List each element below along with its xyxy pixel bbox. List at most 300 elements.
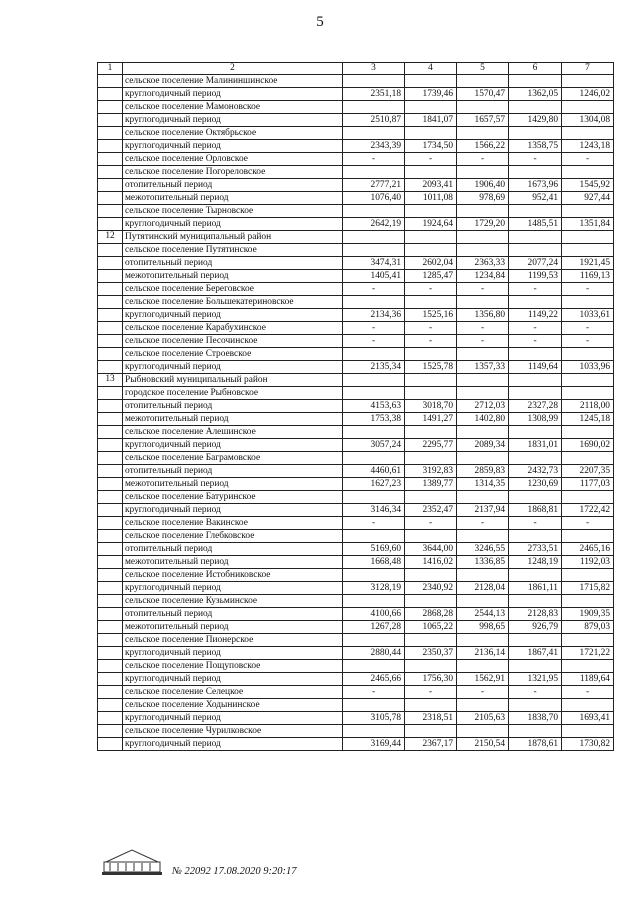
value-cell: 1177,03	[562, 478, 614, 491]
value-cell	[509, 530, 562, 543]
value-cell	[509, 452, 562, 465]
value-cell: 2363,33	[457, 257, 509, 270]
value-cell: 952,41	[509, 192, 562, 205]
table-row	[98, 322, 614, 335]
row-label-cell: сельское поселение Октябрьское	[123, 127, 343, 140]
row-label-cell: отопительный период	[123, 179, 343, 192]
value-cell: -	[562, 153, 614, 166]
value-cell: 1721,22	[562, 647, 614, 660]
value-cell: 4153,63	[343, 400, 405, 413]
value-cell: -	[562, 283, 614, 296]
value-cell	[343, 296, 405, 309]
value-cell: 2777,21	[343, 179, 405, 192]
table-row	[98, 673, 614, 686]
table-row	[98, 569, 614, 582]
value-cell	[457, 426, 509, 439]
column-header: 4	[405, 63, 457, 75]
table-row	[98, 127, 614, 140]
value-cell: -	[405, 517, 457, 530]
value-cell: 1389,77	[405, 478, 457, 491]
value-cell	[343, 569, 405, 582]
row-label-cell: сельское поселение Путятинское	[123, 244, 343, 257]
value-cell	[562, 569, 614, 582]
value-cell: 3192,83	[405, 465, 457, 478]
table-row	[98, 140, 614, 153]
value-cell: -	[457, 517, 509, 530]
value-cell	[405, 530, 457, 543]
value-cell	[562, 491, 614, 504]
table-row	[98, 101, 614, 114]
column-header: 1	[98, 63, 123, 75]
value-cell: 1627,23	[343, 478, 405, 491]
value-cell: -	[509, 517, 562, 530]
value-cell	[457, 127, 509, 140]
table-row	[98, 205, 614, 218]
value-cell	[509, 569, 562, 582]
row-number-cell	[98, 153, 123, 166]
value-cell: -	[562, 686, 614, 699]
row-label-cell: отопительный период	[123, 400, 343, 413]
value-cell: 3057,24	[343, 439, 405, 452]
value-cell: 3644,00	[405, 543, 457, 556]
value-cell: 2118,00	[562, 400, 614, 413]
value-cell	[405, 127, 457, 140]
table-row	[98, 270, 614, 283]
table-row	[98, 374, 614, 387]
row-label-cell: межотопительный период	[123, 556, 343, 569]
value-cell	[562, 75, 614, 88]
value-cell	[405, 75, 457, 88]
table-row	[98, 439, 614, 452]
value-cell: 1657,57	[457, 114, 509, 127]
value-cell	[457, 634, 509, 647]
column-header: 5	[457, 63, 509, 75]
value-cell: 2343,39	[343, 140, 405, 153]
row-number-cell	[98, 517, 123, 530]
value-cell: -	[343, 283, 405, 296]
value-cell: 2295,77	[405, 439, 457, 452]
value-cell	[509, 699, 562, 712]
value-cell	[562, 426, 614, 439]
value-cell: 1729,20	[457, 218, 509, 231]
row-label-cell: круглогодичный период	[123, 647, 343, 660]
value-cell	[343, 634, 405, 647]
value-cell: 1906,40	[457, 179, 509, 192]
value-cell: 1199,53	[509, 270, 562, 283]
column-header: 6	[509, 63, 562, 75]
row-number-cell	[98, 88, 123, 101]
value-cell: 3169,44	[343, 738, 405, 751]
value-cell: 1841,07	[405, 114, 457, 127]
value-cell	[343, 348, 405, 361]
value-cell: 1065,22	[405, 621, 457, 634]
value-cell	[343, 660, 405, 673]
value-cell	[343, 127, 405, 140]
table-row	[98, 699, 614, 712]
value-cell	[405, 374, 457, 387]
table-row	[98, 686, 614, 699]
value-cell: 1248,19	[509, 556, 562, 569]
row-number-cell	[98, 439, 123, 452]
row-number-cell	[98, 400, 123, 413]
value-cell: 3128,19	[343, 582, 405, 595]
value-cell: 1562,91	[457, 673, 509, 686]
value-cell: 2105,63	[457, 712, 509, 725]
value-cell: 3105,78	[343, 712, 405, 725]
value-cell: 2465,66	[343, 673, 405, 686]
value-cell: 1402,80	[457, 413, 509, 426]
value-cell: 1033,61	[562, 309, 614, 322]
row-number-cell	[98, 738, 123, 751]
value-cell	[343, 374, 405, 387]
value-cell	[509, 296, 562, 309]
value-cell	[457, 244, 509, 257]
value-cell: 2135,34	[343, 361, 405, 374]
value-cell: 2351,18	[343, 88, 405, 101]
table-row	[98, 712, 614, 725]
value-cell: 1739,46	[405, 88, 457, 101]
value-cell: 1308,99	[509, 413, 562, 426]
value-cell: 1668,48	[343, 556, 405, 569]
table-row	[98, 491, 614, 504]
value-cell	[562, 231, 614, 244]
value-cell: 1831,01	[509, 439, 562, 452]
table-row	[98, 556, 614, 569]
value-cell	[343, 426, 405, 439]
value-cell	[562, 244, 614, 257]
value-cell: -	[405, 335, 457, 348]
value-cell: 1693,41	[562, 712, 614, 725]
value-cell: 2089,34	[457, 439, 509, 452]
value-cell: 2327,28	[509, 400, 562, 413]
row-number-cell	[98, 296, 123, 309]
value-cell: 1730,82	[562, 738, 614, 751]
building-stamp-icon	[100, 846, 164, 876]
value-cell: -	[343, 686, 405, 699]
value-cell: 1491,27	[405, 413, 457, 426]
value-cell	[343, 595, 405, 608]
table-row	[98, 309, 614, 322]
value-cell: 2880,44	[343, 647, 405, 660]
value-cell	[457, 452, 509, 465]
value-cell: 1921,45	[562, 257, 614, 270]
row-number-cell	[98, 101, 123, 114]
row-label-cell: сельское поселение Строевское	[123, 348, 343, 361]
value-cell	[457, 491, 509, 504]
value-cell	[562, 374, 614, 387]
row-label-cell: сельское поселение Карабухинское	[123, 322, 343, 335]
value-cell: 1429,80	[509, 114, 562, 127]
value-cell: 2318,51	[405, 712, 457, 725]
row-number-cell	[98, 595, 123, 608]
row-number-cell	[98, 621, 123, 634]
row-label-cell: межотопительный период	[123, 621, 343, 634]
value-cell	[509, 101, 562, 114]
row-number-cell	[98, 283, 123, 296]
column-header: 7	[562, 63, 614, 75]
row-label-cell: сельское поселение Селецкое	[123, 686, 343, 699]
row-number-cell	[98, 452, 123, 465]
value-cell: -	[343, 153, 405, 166]
row-number-cell	[98, 647, 123, 660]
value-cell: -	[562, 517, 614, 530]
value-cell: 1861,11	[509, 582, 562, 595]
value-cell: 2340,92	[405, 582, 457, 595]
value-cell	[405, 348, 457, 361]
row-label-cell: сельское поселение Баграмовское	[123, 452, 343, 465]
table-row	[98, 660, 614, 673]
value-cell: -	[343, 335, 405, 348]
value-cell: -	[343, 517, 405, 530]
value-cell: -	[509, 335, 562, 348]
value-cell	[457, 166, 509, 179]
value-cell: 1033,96	[562, 361, 614, 374]
value-cell: 2465,16	[562, 543, 614, 556]
value-cell	[509, 75, 562, 88]
value-cell: 2128,83	[509, 608, 562, 621]
value-cell	[509, 634, 562, 647]
row-number-cell	[98, 582, 123, 595]
value-cell	[405, 634, 457, 647]
row-number-cell	[98, 192, 123, 205]
value-cell	[457, 530, 509, 543]
row-number-cell	[98, 413, 123, 426]
value-cell: 1756,30	[405, 673, 457, 686]
value-cell	[343, 244, 405, 257]
row-label-cell: круглогодичный период	[123, 673, 343, 686]
value-cell	[457, 699, 509, 712]
value-cell: 1673,96	[509, 179, 562, 192]
row-number-cell	[98, 478, 123, 491]
table-row	[98, 296, 614, 309]
value-cell: 3246,55	[457, 543, 509, 556]
value-cell: 978,69	[457, 192, 509, 205]
value-cell	[405, 595, 457, 608]
value-cell: 1234,84	[457, 270, 509, 283]
value-cell: 2544,13	[457, 608, 509, 621]
table-row	[98, 153, 614, 166]
row-label-cell: сельское поселение Ходынинское	[123, 699, 343, 712]
row-number-cell	[98, 348, 123, 361]
value-cell	[405, 452, 457, 465]
value-cell	[509, 725, 562, 738]
value-cell: 1356,80	[457, 309, 509, 322]
value-cell: 3146,34	[343, 504, 405, 517]
table-row	[98, 647, 614, 660]
value-cell	[457, 725, 509, 738]
table-row	[98, 738, 614, 751]
table-row	[98, 400, 614, 413]
value-cell	[509, 127, 562, 140]
row-number-cell: 12	[98, 231, 123, 244]
value-cell: 1868,81	[509, 504, 562, 517]
value-cell: 1867,41	[509, 647, 562, 660]
value-cell: -	[405, 322, 457, 335]
value-cell	[562, 205, 614, 218]
value-cell: 2510,87	[343, 114, 405, 127]
column-header: 2	[123, 63, 343, 75]
value-cell: 1336,85	[457, 556, 509, 569]
table-row	[98, 452, 614, 465]
value-cell	[405, 231, 457, 244]
row-label-cell: отопительный период	[123, 608, 343, 621]
value-cell: 2077,24	[509, 257, 562, 270]
value-cell: 1149,64	[509, 361, 562, 374]
table-row	[98, 478, 614, 491]
row-label-cell: отопительный период	[123, 465, 343, 478]
value-cell: 2350,37	[405, 647, 457, 660]
value-cell: 2868,28	[405, 608, 457, 621]
row-label-cell: сельское поселение Истобниковское	[123, 569, 343, 582]
row-number-cell	[98, 335, 123, 348]
table-row	[98, 231, 614, 244]
table-row	[98, 218, 614, 231]
value-cell: 1405,41	[343, 270, 405, 283]
row-number-cell	[98, 491, 123, 504]
row-label-cell: отопительный период	[123, 257, 343, 270]
value-cell: 1838,70	[509, 712, 562, 725]
footer	[100, 846, 520, 882]
value-cell: 1011,08	[405, 192, 457, 205]
row-label-cell: сельское поселение Орловское	[123, 153, 343, 166]
table-row	[98, 88, 614, 101]
table-row	[98, 166, 614, 179]
value-cell: 2207,35	[562, 465, 614, 478]
row-number-cell	[98, 179, 123, 192]
row-label-cell: сельское поселение Вакинское	[123, 517, 343, 530]
value-cell	[457, 231, 509, 244]
row-label-cell: круглогодичный период	[123, 140, 343, 153]
row-number-cell	[98, 504, 123, 517]
value-cell: -	[457, 335, 509, 348]
value-cell	[343, 387, 405, 400]
value-cell: 4100,66	[343, 608, 405, 621]
value-cell: 4460,61	[343, 465, 405, 478]
value-cell: 1351,84	[562, 218, 614, 231]
value-cell	[405, 660, 457, 673]
row-number-cell	[98, 127, 123, 140]
value-cell: 1357,33	[457, 361, 509, 374]
value-cell: 1545,92	[562, 179, 614, 192]
value-cell	[343, 101, 405, 114]
value-cell: -	[405, 686, 457, 699]
table-row	[98, 725, 614, 738]
value-cell: 1570,47	[457, 88, 509, 101]
table-body	[98, 75, 614, 751]
row-label-cell: сельское поселение Мамоновское	[123, 101, 343, 114]
value-cell	[343, 75, 405, 88]
document-registration-code: № 22092 17.08.2020 9:20:17	[172, 866, 297, 877]
value-cell	[562, 166, 614, 179]
row-label-cell: круглогодичный период	[123, 504, 343, 517]
table-row	[98, 517, 614, 530]
value-cell: -	[343, 322, 405, 335]
value-cell: 2733,51	[509, 543, 562, 556]
row-number-cell	[98, 75, 123, 88]
row-label-cell: сельское поселение Батуринское	[123, 491, 343, 504]
value-cell	[343, 452, 405, 465]
row-number-cell	[98, 712, 123, 725]
value-cell: 1285,47	[405, 270, 457, 283]
table-row	[98, 348, 614, 361]
value-cell	[343, 205, 405, 218]
value-cell: 1566,22	[457, 140, 509, 153]
row-number-cell	[98, 205, 123, 218]
value-cell: -	[509, 686, 562, 699]
value-cell: -	[457, 322, 509, 335]
value-cell	[509, 387, 562, 400]
value-cell: 2134,36	[343, 309, 405, 322]
value-cell	[405, 725, 457, 738]
row-label-cell: круглогодичный период	[123, 361, 343, 374]
row-label-cell: городское поселение Рыбновское	[123, 387, 343, 400]
value-cell	[562, 530, 614, 543]
value-cell	[509, 231, 562, 244]
table-row	[98, 530, 614, 543]
value-cell: -	[509, 153, 562, 166]
row-label-cell: отопительный период	[123, 543, 343, 556]
table-row	[98, 426, 614, 439]
value-cell	[405, 426, 457, 439]
value-cell	[405, 101, 457, 114]
row-label-cell: межотопительный период	[123, 478, 343, 491]
value-cell	[509, 205, 562, 218]
value-cell: 2150,54	[457, 738, 509, 751]
column-header: 3	[343, 63, 405, 75]
value-cell: 2712,03	[457, 400, 509, 413]
row-label-cell: сельское поселение Большекатериновское	[123, 296, 343, 309]
value-cell	[509, 374, 562, 387]
table-row	[98, 582, 614, 595]
row-number-cell	[98, 699, 123, 712]
table-row	[98, 504, 614, 517]
value-cell	[457, 205, 509, 218]
value-cell: -	[509, 322, 562, 335]
value-cell	[457, 595, 509, 608]
value-cell	[343, 231, 405, 244]
table-row	[98, 621, 614, 634]
value-cell: 1245,18	[562, 413, 614, 426]
value-cell: 1189,64	[562, 673, 614, 686]
table-row	[98, 634, 614, 647]
value-cell	[562, 699, 614, 712]
value-cell	[405, 491, 457, 504]
value-cell: 2859,83	[457, 465, 509, 478]
row-label-cell: круглогодичный период	[123, 114, 343, 127]
value-cell: 1169,13	[562, 270, 614, 283]
value-cell	[343, 166, 405, 179]
value-cell: 926,79	[509, 621, 562, 634]
value-cell	[562, 595, 614, 608]
row-number-cell	[98, 608, 123, 621]
value-cell: 2093,41	[405, 179, 457, 192]
value-cell: -	[405, 153, 457, 166]
table-row	[98, 192, 614, 205]
value-cell	[562, 387, 614, 400]
row-number-cell	[98, 556, 123, 569]
row-number-cell	[98, 270, 123, 283]
row-number-cell	[98, 309, 123, 322]
value-cell: -	[457, 153, 509, 166]
value-cell	[562, 101, 614, 114]
row-label-cell: сельское поселение Глебковское	[123, 530, 343, 543]
value-cell: 2136,14	[457, 647, 509, 660]
table-row	[98, 608, 614, 621]
row-label-cell: Рыбновский муниципальный район	[123, 374, 343, 387]
table-row	[98, 257, 614, 270]
value-cell	[457, 387, 509, 400]
table-row	[98, 465, 614, 478]
